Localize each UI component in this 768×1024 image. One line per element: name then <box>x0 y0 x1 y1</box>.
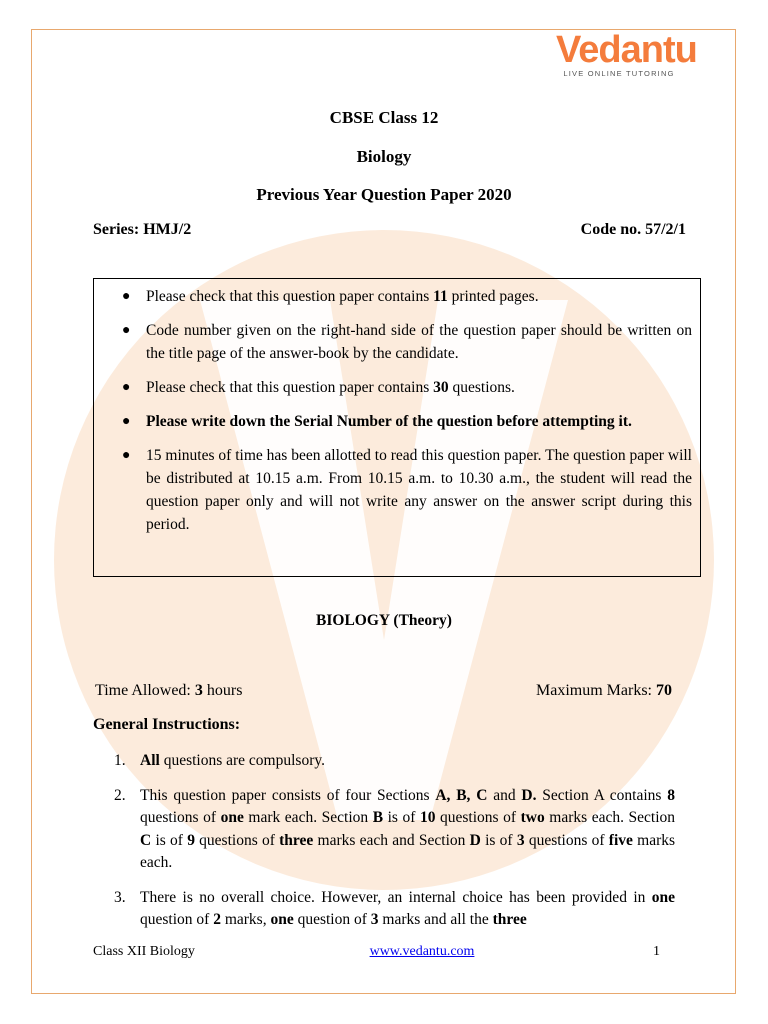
instruction-text: questions of <box>524 831 609 849</box>
footer-link[interactable]: www.vedantu.com <box>369 944 475 959</box>
footer-label: Class XII Biology <box>93 944 195 959</box>
instruction-text: marks and all the <box>378 911 493 928</box>
bullet-icon: ● <box>122 448 131 463</box>
bullet-icon: ● <box>122 414 131 429</box>
instruction-text: two <box>520 809 545 826</box>
note-item: ● 15 minutes of time has been allotted to read this question paper. The question paper will be distributed at 10.15 a.m. From 10.15 a.m. to 10.30 a.m., the student will read the question paper only and will not write any answer on the answer script during this period. <box>94 444 692 536</box>
time-allowed: Time Allowed: 3 hours <box>95 682 243 699</box>
instruction-item <box>111 750 675 773</box>
code-number: Code no. 57/2/1 <box>580 221 686 238</box>
instruction-text: All <box>140 752 160 769</box>
instruction-text: Section A contains <box>536 786 668 804</box>
instructions-list <box>111 750 675 944</box>
note-item: ● Please write down the Serial Number of the question before attempting it. <box>94 410 692 433</box>
instruction-text: question of <box>293 911 371 928</box>
instruction-text: This question paper consists of four Sections <box>140 786 436 804</box>
instruction-text: is of <box>151 831 188 849</box>
vedantu-logo <box>556 28 697 78</box>
instruction-item <box>111 785 675 875</box>
instruction-text: three <box>279 831 314 849</box>
candidate-notes-box <box>93 278 701 577</box>
instruction-text: D <box>469 831 481 849</box>
instruction-text: one <box>220 809 244 826</box>
instruction-text: B <box>372 809 384 826</box>
logo-wordmark: Vedantu <box>556 29 697 71</box>
series-label: Series: HMJ/2 <box>93 221 192 238</box>
instruction-text: marks each. Section <box>544 809 676 826</box>
instruction-text: five <box>608 831 633 849</box>
instruction-item <box>111 887 675 932</box>
page-number: 1 <box>653 944 660 959</box>
general-instructions-heading: General Instructions: <box>93 716 241 733</box>
instruction-text: mark each. Section <box>243 809 373 826</box>
note-item: ● Code number given on the right-hand side of the question paper should be written on the title page of the answer-book by the candidate. <box>94 319 692 365</box>
section-heading: BIOLOGY (Theory) <box>316 612 452 629</box>
instruction-text: 8 <box>667 786 675 804</box>
instruction-text: and <box>487 786 522 804</box>
instruction-text: 9 <box>187 831 195 849</box>
instruction-text: D. <box>521 786 537 804</box>
instruction-text: There is no overall choice. However, an internal choice has been provided in <box>140 888 652 906</box>
instruction-text: 3 <box>370 911 379 928</box>
title-class: CBSE Class 12 <box>329 108 439 127</box>
instruction-text: questions of <box>194 831 280 849</box>
instruction-text: 2 <box>213 911 221 928</box>
instruction-text: one <box>270 911 294 928</box>
bullet-icon: ● <box>122 289 131 304</box>
instruction-text: 3 <box>516 831 525 849</box>
instruction-number: 1. <box>114 752 126 769</box>
instruction-text: 10 <box>419 809 436 826</box>
instruction-text: one <box>651 888 675 906</box>
title-subject: Biology <box>356 147 412 166</box>
instruction-text: is of <box>383 809 420 826</box>
instruction-text: marks each and Section <box>313 831 470 849</box>
note-item: ● Please check that this question paper contains 11 printed pages. <box>94 285 692 308</box>
instruction-text: marks, <box>220 911 271 928</box>
instruction-text: marks each. <box>140 831 676 871</box>
instruction-text: question of <box>140 911 214 928</box>
instruction-text: is of <box>480 831 517 849</box>
instruction-number: 2. <box>114 786 126 804</box>
instruction-text: three <box>492 911 527 928</box>
maximum-marks: Maximum Marks: 70 <box>536 682 672 699</box>
bullet-icon: ● <box>122 380 131 395</box>
bullet-icon: ● <box>122 323 131 338</box>
instruction-text: C <box>140 831 152 849</box>
instruction-number: 3. <box>114 888 126 906</box>
instruction-text: A, B, C <box>435 786 488 804</box>
instruction-text: questions of <box>435 809 521 826</box>
note-item: ● Please check that this question paper contains 30 questions. <box>94 376 692 399</box>
title-paper: Previous Year Question Paper 2020 <box>256 185 512 204</box>
instruction-text: questions of <box>140 809 221 826</box>
logo-tagline: LIVE ONLINE TUTORING <box>563 69 675 78</box>
instruction-text: questions are compulsory. <box>159 752 325 769</box>
